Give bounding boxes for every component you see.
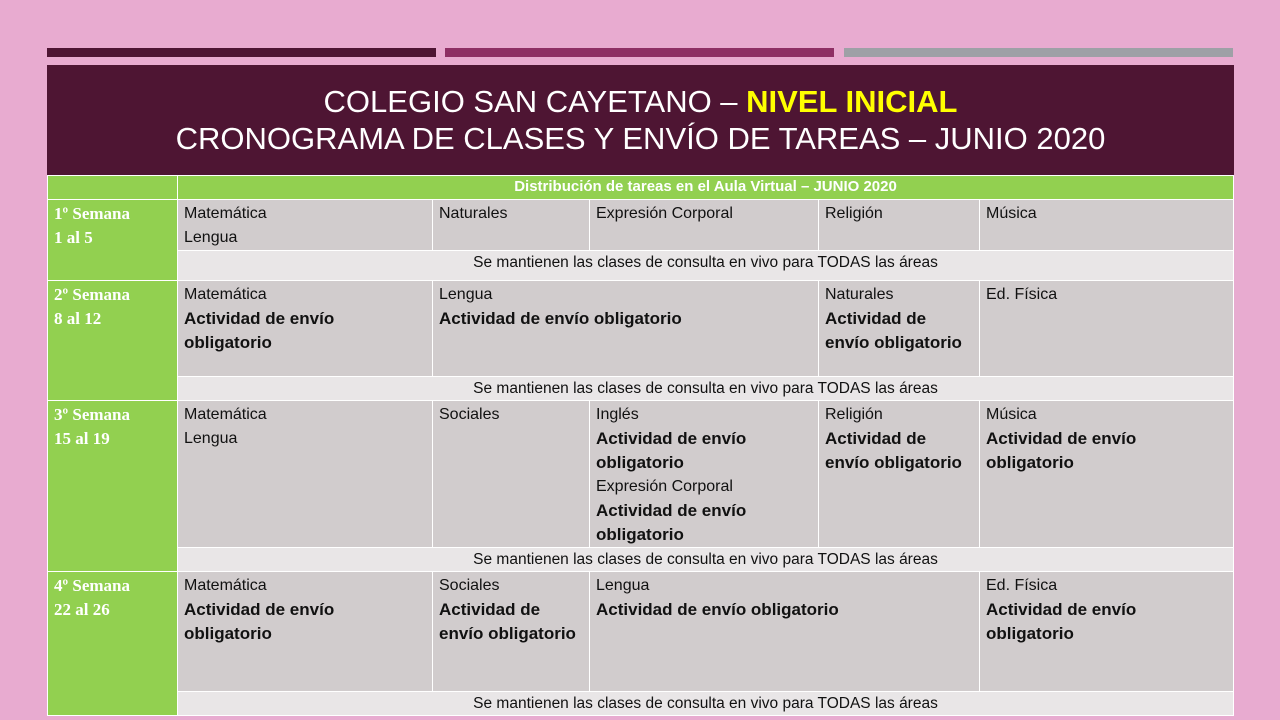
subject-cell: Religión: [819, 200, 980, 251]
subject-cell: Música Actividad de envío obligatorio: [980, 401, 1234, 548]
header-corner: [48, 176, 178, 200]
title-banner: [47, 65, 1234, 175]
title-line-1: COLEGIO SAN CAYETANO – NIVEL INICIAL: [323, 84, 958, 119]
title-line-2: CRONOGRAMA DE CLASES Y ENVÍO DE TAREAS – JUNIO 2020: [175, 121, 1106, 156]
note-row: [48, 692, 1234, 716]
live-classes-note: Se mantienen las clases de consulta en vivo para TODAS las áreas: [178, 692, 1234, 716]
week-cell: 4º Semana 22 al 26: [48, 572, 178, 716]
subject-cell: Religión Actividad de envío obligatorio: [819, 401, 980, 548]
decor-bar-dark: [47, 48, 436, 57]
table-header: Distribución de tareas en el Aula Virtual – JUNIO 2020: [178, 176, 1234, 200]
note-row: [48, 548, 1234, 572]
subject-cell: Inglés Actividad de envío obligatorio Expresión Corporal Actividad de envío obligatorio: [590, 401, 819, 548]
week-cell: 2º Semana 8 al 12: [48, 281, 178, 401]
decor-bar-magenta: [445, 48, 834, 57]
subject-cell: Matemática Lengua: [178, 401, 433, 548]
level-highlight: NIVEL INICIAL: [746, 84, 958, 119]
subject-cell: Naturales: [433, 200, 590, 251]
week-cell: 3º Semana 15 al 19: [48, 401, 178, 572]
table-row: [48, 572, 1234, 692]
live-classes-note: Se mantienen las clases de consulta en vivo para TODAS las áreas: [178, 548, 1234, 572]
live-classes-note: Se mantienen las clases de consulta en vivo para TODAS las áreas: [178, 251, 1234, 281]
subject-cell: Naturales Actividad de envío obligatorio: [819, 281, 980, 377]
week-cell: 1º Semana 1 al 5: [48, 200, 178, 281]
subject-cell: Matemática Lengua: [178, 200, 433, 251]
subject-cell: Lengua Actividad de envío obligatorio: [433, 281, 819, 377]
table-row: [48, 281, 1234, 377]
subject-cell: Expresión Corporal: [590, 200, 819, 251]
note-row: [48, 251, 1234, 281]
subject-cell: Matemática Actividad de envío obligatorio: [178, 281, 433, 377]
subject-cell: Matemática Actividad de envío obligatorio: [178, 572, 433, 692]
subject-cell: Ed. Física Actividad de envío obligatorio: [980, 572, 1234, 692]
schedule-table: [47, 175, 1234, 716]
subject-cell: Lengua Actividad de envío obligatorio: [590, 572, 980, 692]
subject-cell: Ed. Física: [980, 281, 1234, 377]
note-row: [48, 377, 1234, 401]
table-row: [48, 401, 1234, 548]
decor-bar-gray: [844, 48, 1233, 57]
subject-cell: Música: [980, 200, 1234, 251]
subject-cell: Sociales Actividad de envío obligatorio: [433, 572, 590, 692]
table-header-row: [48, 176, 1234, 200]
live-classes-note: Se mantienen las clases de consulta en vivo para TODAS las áreas: [178, 377, 1234, 401]
table-row: [48, 200, 1234, 251]
subject-cell: Sociales: [433, 401, 590, 548]
